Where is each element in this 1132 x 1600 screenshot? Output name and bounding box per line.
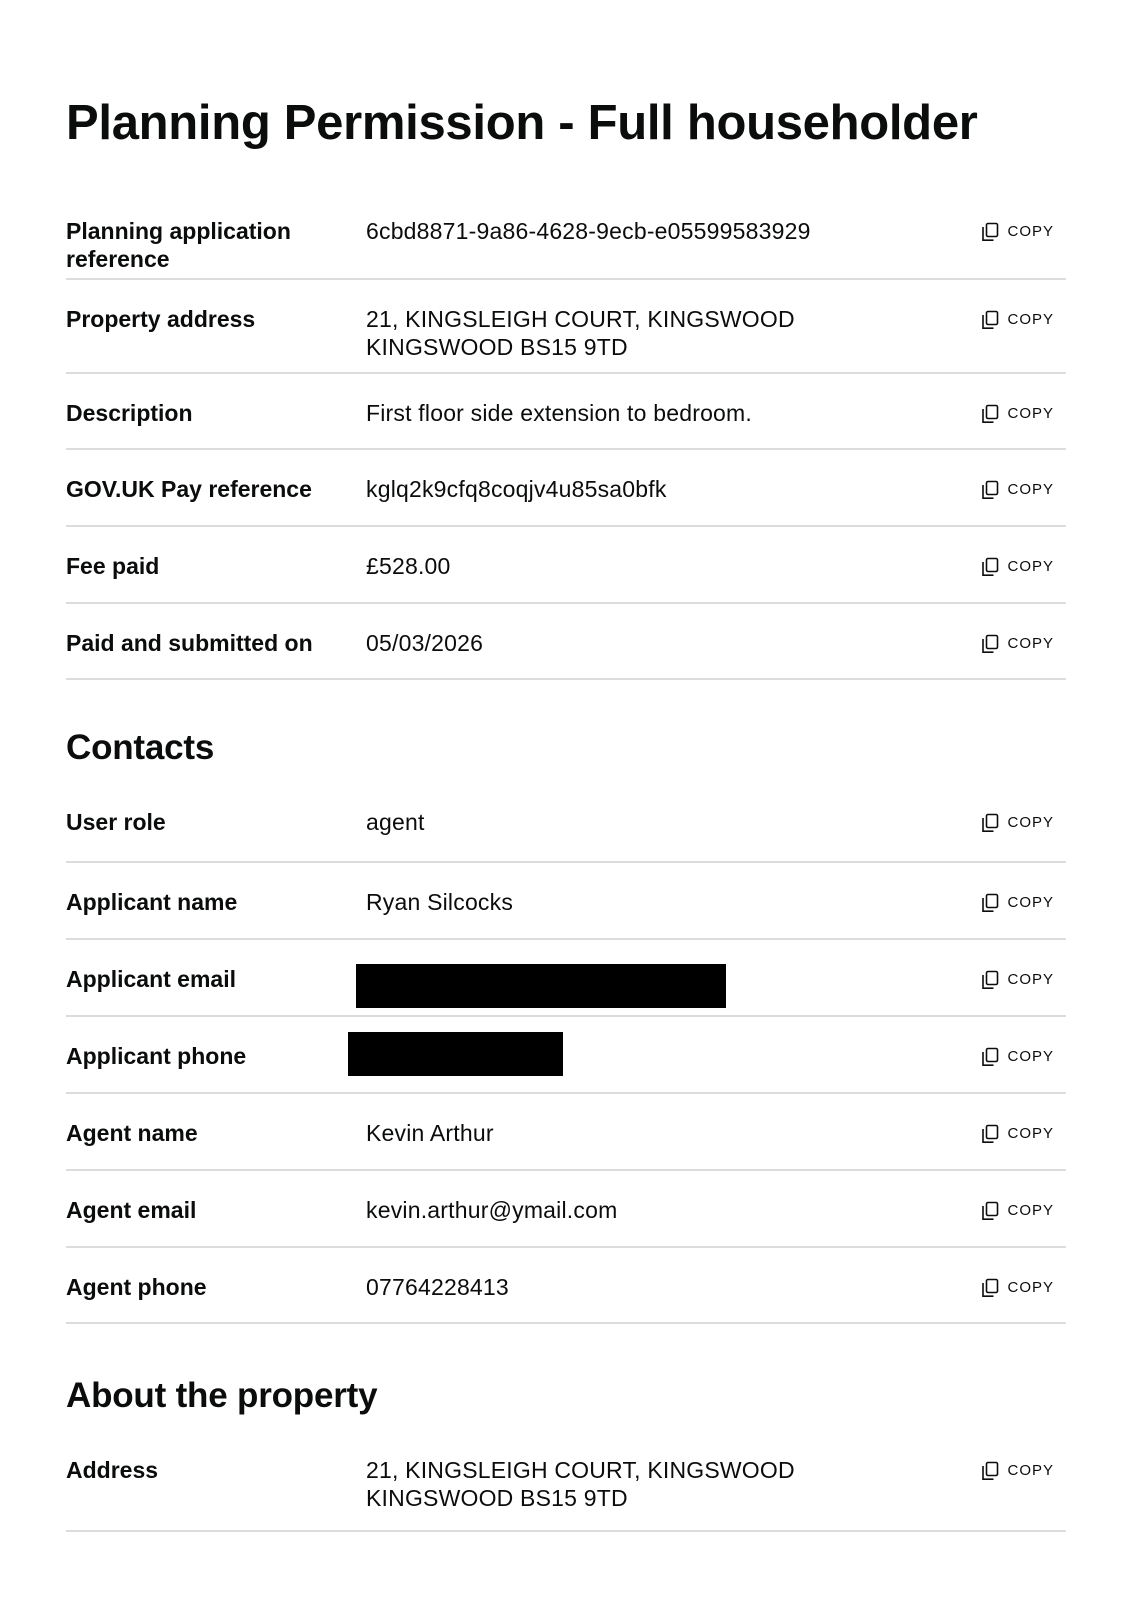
row-value[interactable]: 07764228413 [366,1274,509,1300]
row-key: Applicant phone [66,1043,247,1069]
copy-label: COPY [1007,481,1054,498]
row-value[interactable]: £528.00 [366,553,451,579]
copy-label: COPY [1007,1048,1054,1065]
row-value[interactable]: 21, KINGSLEIGH COURT, KINGSWOOD KINGSWOOD BS15 9TD [366,306,795,360]
copy-icon [981,1047,999,1067]
row-value[interactable]: kglq2k9cfq8coqjv4u85sa0bfk [366,476,667,502]
summary-row-paid-submitted [66,604,1066,680]
row-value[interactable]: 05/03/2026 [366,630,484,656]
page-title: Planning Permission - Full householder [66,96,978,150]
copy-label: COPY [1007,894,1054,911]
copy-label: COPY [1007,558,1054,575]
copy-icon [981,813,999,833]
copy-icon [981,222,999,242]
summary-row-fee-paid [66,527,1066,604]
section-title-about-property: About the property [66,1376,378,1415]
row-value[interactable]: 21, KINGSLEIGH COURT, KINGSWOOD KINGSWOOD BS15 9TD [366,1457,795,1511]
application-summary-list [66,205,1066,680]
row-key: Agent phone [66,1274,207,1300]
copy-button[interactable] [981,634,1054,654]
row-key: Description [66,400,193,426]
row-value[interactable]: agent [366,809,425,835]
copy-icon [981,480,999,500]
copy-label: COPY [1007,223,1054,240]
copy-button[interactable] [981,310,1054,330]
section-title-contacts: Contacts [66,728,215,767]
row-key: GOV.UK Pay reference [66,476,312,502]
summary-row-address [66,1440,1066,1532]
copy-label: COPY [1007,635,1054,652]
copy-label: COPY [1007,1279,1054,1296]
copy-label: COPY [1007,1202,1054,1219]
copy-label: COPY [1007,405,1054,422]
row-value[interactable]: 6cbd8871-9a86-4628-9ecb-e05599583929 [366,218,811,244]
row-value[interactable]: kevin.arthur@ymail.com [366,1197,618,1223]
row-key: Fee paid [66,553,160,579]
row-key: Applicant name [66,889,238,915]
copy-icon [981,404,999,424]
summary-row-pay-reference [66,450,1066,527]
copy-icon [981,970,999,990]
copy-button[interactable] [981,557,1054,577]
row-key: Address [66,1457,159,1483]
copy-icon [981,310,999,330]
copy-label: COPY [1007,971,1054,988]
summary-row-agent-email [66,1171,1066,1248]
copy-button[interactable] [981,1278,1054,1298]
copy-label: COPY [1007,814,1054,831]
copy-button[interactable] [981,970,1054,990]
copy-label: COPY [1007,311,1054,328]
copy-button[interactable] [981,1201,1054,1221]
copy-icon [981,1278,999,1298]
copy-button[interactable] [981,813,1054,833]
summary-row-user-role [66,790,1066,863]
redacted-value [348,1032,563,1076]
copy-button[interactable] [981,893,1054,913]
copy-icon [981,634,999,654]
row-value[interactable]: Ryan Silcocks [366,889,514,915]
copy-button[interactable] [981,222,1054,242]
copy-label: COPY [1007,1462,1054,1479]
summary-row-property-address [66,280,1066,374]
redacted-value [356,964,726,1008]
row-key: Agent name [66,1120,198,1146]
copy-button[interactable] [981,1047,1054,1067]
row-value[interactable]: Kevin Arthur [366,1120,494,1146]
summary-row-applicant-name [66,863,1066,940]
summary-row-agent-phone [66,1248,1066,1324]
row-key: Planning application reference [66,218,291,272]
row-key: User role [66,809,166,835]
copy-button[interactable] [981,480,1054,500]
copy-icon [981,893,999,913]
copy-button[interactable] [981,1461,1054,1481]
summary-row-applicant-email [66,940,1066,1017]
summary-row-agent-name [66,1094,1066,1171]
copy-icon [981,1124,999,1144]
row-key: Property address [66,306,256,332]
property-summary-list [66,1440,1066,1532]
copy-button[interactable] [981,1124,1054,1144]
row-key: Agent email [66,1197,197,1223]
contacts-summary-list [66,790,1066,1324]
copy-icon [981,1461,999,1481]
copy-button[interactable] [981,404,1054,424]
copy-label: COPY [1007,1125,1054,1142]
copy-icon [981,1201,999,1221]
summary-row-description [66,374,1066,450]
row-key: Paid and submitted on [66,630,313,656]
row-value[interactable]: First floor side extension to bedroom. [366,400,752,426]
summary-row-application-reference [66,205,1066,280]
row-key: Applicant email [66,966,236,992]
copy-icon [981,557,999,577]
summary-row-applicant-phone [66,1017,1066,1094]
